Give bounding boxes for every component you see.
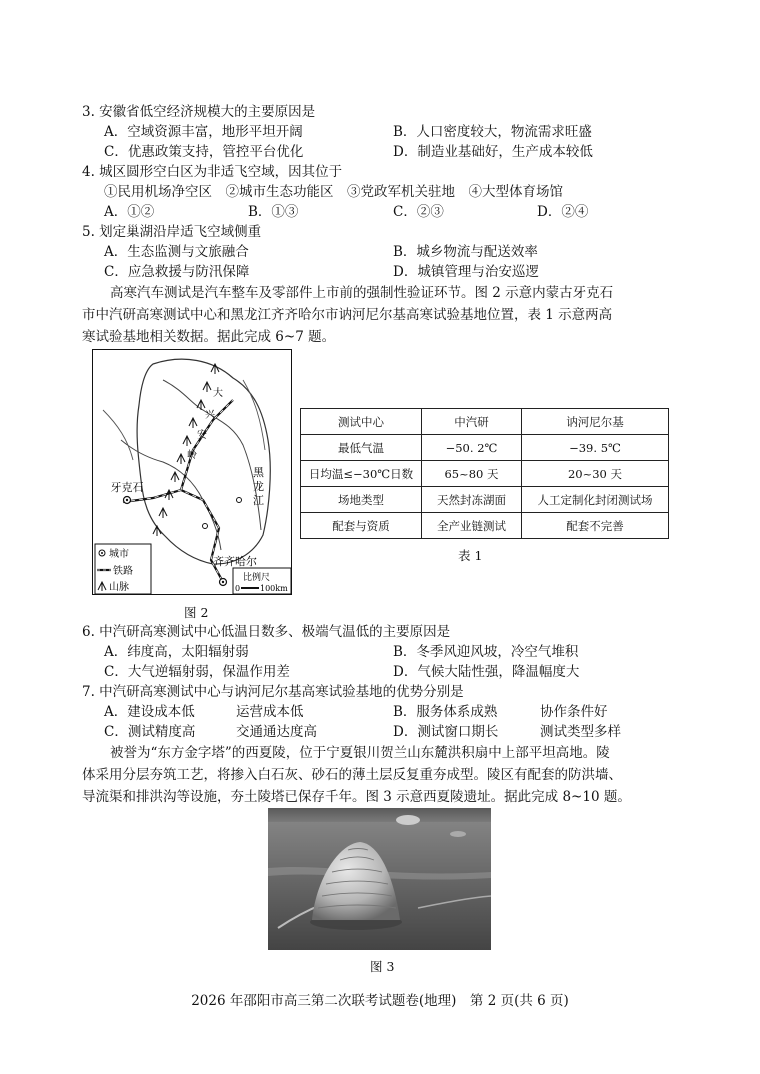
q4-option-c: C．②③ (393, 204, 444, 220)
q7-option-b-1: B．服务体系成熟 (393, 704, 498, 720)
q5-option-d: D．城镇管理与治安巡逻 (393, 264, 539, 280)
label-qiqihar: 齐齐哈尔 (213, 555, 257, 568)
page-footer: 2026 年邵阳市高三第二次联考试题卷(地理) 第 2 页(共 6 页) (191, 993, 569, 1009)
figure3-photo (268, 808, 491, 950)
table-cell: −39. 5℃ (522, 435, 669, 461)
q4-option-b: B．①③ (248, 204, 299, 220)
q7-option-c-1: C．测试精度高 (104, 724, 196, 740)
q7-option-d-2: 测试类型多样 (540, 724, 621, 740)
q4-items: ①民用机场净空区 ②城市生态功能区 ③党政军机关驻地 ④大型体育场馆 (104, 184, 563, 200)
q7-option-c-2: 交通通达度高 (236, 724, 317, 740)
q3-stem: 3. 安徽省低空经济规模大的主要原因是 (82, 104, 316, 120)
scale-title: 比例尺 (243, 573, 271, 583)
label-mountain-2: 兴 (205, 410, 215, 421)
q5-option-a: A．生态监测与文旅融合 (104, 244, 249, 260)
q7-option-b-2: 协作条件好 (540, 704, 608, 720)
label-yakeshi: 牙克石 (110, 481, 144, 494)
table-cell: 全产业链测试 (422, 513, 522, 539)
intro810-line1: 被誉为“东方金字塔”的西夏陵，位于宁夏银川贺兰山东麓洪积扇中上部平坦高地。陵 (110, 745, 610, 761)
table-cell: 65~80 天 (422, 461, 522, 487)
intro810-line2: 体采用分层夯筑工艺，将掺入白石灰、砂石的薄土层反复重夯成型。陵区有配套的防洪墙、 (82, 767, 622, 783)
table-cell: 配套与资质 (301, 513, 422, 539)
q4-option-a: A．①② (104, 204, 155, 220)
q4-option-d: D．②④ (537, 204, 589, 220)
intro67-line3: 寒试验基地相关数据。据此完成 6~7 题。 (82, 329, 336, 345)
intro67-line2: 市中汽研高寒测试中心和黑龙江齐齐哈尔市讷河尼尔基高寒试验基地位置，表 1 示意两高 (82, 307, 613, 323)
figure2-map (92, 349, 292, 595)
table-cell: 最低气温 (301, 435, 422, 461)
label-heilongjiang-2: 龙 (253, 480, 264, 493)
q6-option-d: D．气候大陆性强，降温幅度大 (393, 664, 580, 680)
table-cell: −50. 2℃ (422, 435, 522, 461)
table-row (301, 435, 669, 461)
q3-option-b: B．人口密度较大，物流需求旺盛 (393, 124, 592, 140)
q7-option-d-1: D．测试窗口期长 (393, 724, 499, 740)
q4-stem: 4. 城区圆形空白区为非适飞空域，因其位于 (82, 164, 343, 180)
figure3-caption: 图 3 (370, 959, 395, 974)
label-heilongjiang-1: 黑 (253, 466, 264, 479)
intro810-line3: 导流渠和排洪沟等设施，夯土陵塔已保存千年。图 3 示意西夏陵遗址。据此完成 8~10 题。 (82, 789, 631, 805)
xixia-tomb-photo (268, 808, 491, 950)
q6-option-c: C．大气逆辐射弱，保温作用差 (104, 664, 290, 680)
scale-zero: 0 (235, 584, 241, 593)
q5-option-b: B．城乡物流与配送效率 (393, 244, 538, 260)
q6-stem: 6. 中汽研高寒测试中心低温日数多、极端气温低的主要原因是 (82, 624, 451, 640)
q7-option-a-2: 运营成本低 (236, 704, 304, 720)
table-cell: 配套不完善 (522, 513, 669, 539)
table-row (301, 513, 669, 539)
q5-stem: 5. 划定巢湖沿岸适飞空域侧重 (82, 224, 262, 240)
q7-stem: 7. 中汽研高寒测试中心与讷河尼尔基高寒试验基地的优势分别是 (82, 684, 464, 700)
intro67-line1: 高寒汽车测试是汽车整车及零部件上市前的强制性验证环节。图 2 示意内蒙古牙克石 (110, 285, 614, 301)
legend-mountain: 山脉 (109, 582, 129, 593)
scale-unit: 100km (260, 584, 288, 593)
q3-option-d: D．制造业基础好，生产成本较低 (393, 144, 593, 160)
label-mountain-1: 大 (213, 388, 223, 399)
legend-city: 城市 (109, 549, 129, 560)
q6-option-b: B．冬季风迎风坡，冷空气堆积 (393, 644, 579, 660)
table-cell: 天然封冻湖面 (422, 487, 522, 513)
map-drawing (93, 350, 292, 595)
table-header-row (301, 409, 669, 435)
label-mountain-3: 安 (197, 430, 207, 441)
label-mountain-4: 岭 (187, 450, 197, 461)
figure2-caption: 图 2 (184, 605, 209, 620)
q5-option-c: C．应急救援与防汛保障 (104, 264, 250, 280)
table-cell: 20~30 天 (522, 461, 669, 487)
table-header-cell: 讷河尼尔基 (522, 409, 669, 435)
legend-rail: 铁路 (113, 566, 133, 577)
q6-option-a: A．纬度高，太阳辐射弱 (104, 644, 249, 660)
table-header-cell: 测试中心 (301, 409, 422, 435)
q3-option-a: A．空域资源丰富，地形平坦开阔 (104, 124, 303, 140)
q3-option-c: C．优惠政策支持，管控平台优化 (104, 144, 304, 160)
table1 (300, 408, 669, 539)
table-header-cell: 中汽研 (422, 409, 522, 435)
table1-caption: 表 1 (458, 548, 483, 563)
q7-option-a-1: A．建设成本低 (104, 704, 195, 720)
table-row (301, 461, 669, 487)
table-cell: 日均温≤−30℃日数 (301, 461, 422, 487)
table-row (301, 487, 669, 513)
table-cell: 场地类型 (301, 487, 422, 513)
label-heilongjiang-3: 江 (253, 494, 264, 507)
table-cell: 人工定制化封闭测试场 (522, 487, 669, 513)
